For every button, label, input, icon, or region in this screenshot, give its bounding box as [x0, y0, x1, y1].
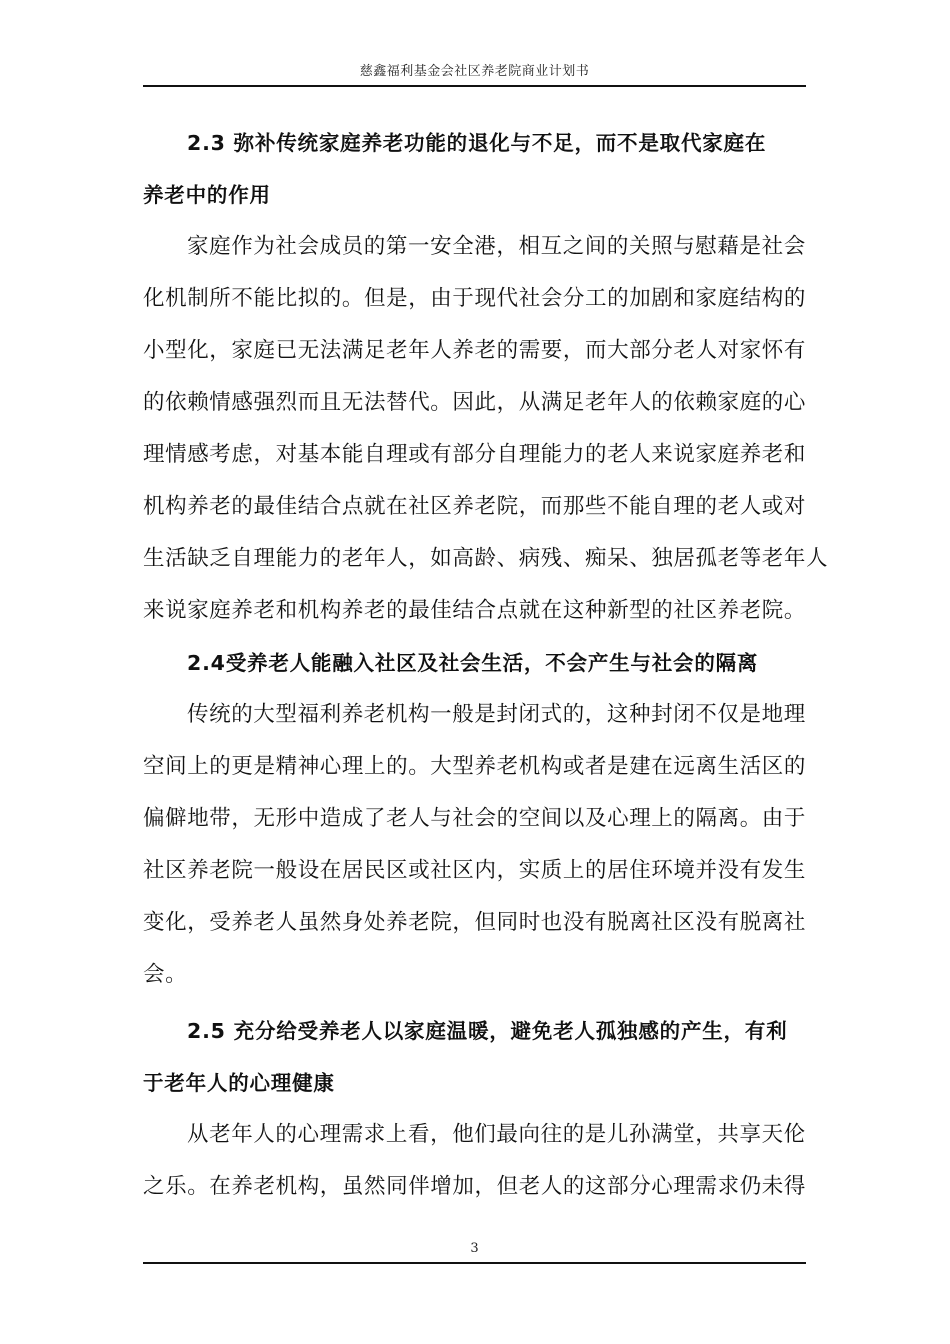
paragraph-line: 家庭作为社会成员的第一安全港，相互之间的关照与慰藉是社会: [187, 234, 806, 259]
paragraph-2-5: [143, 1116, 806, 1220]
page-number: 3: [470, 1241, 479, 1256]
footer-divider: [143, 1262, 806, 1264]
paragraph-line: 化机制所不能比拟的。但是，由于现代社会分工的加剧和家庭结构的: [143, 286, 807, 311]
paragraph-2-3: [143, 228, 829, 644]
paragraph-line: 来说家庭养老和机构养老的最佳结合点就在这种新型的社区养老院。: [143, 598, 807, 623]
heading-line: 于老年人的心理健康: [143, 1071, 335, 1095]
paragraph-line: 社区养老院一般设在居民区或社区内，实质上的居住环境并没有发生: [143, 858, 807, 883]
paragraph-line: 变化，受养老人虽然身处养老院，但同时也没有脱离社区没有脱离社: [143, 910, 807, 935]
paragraph-line: 空间上的更是精神心理上的。大型养老机构或者是建在远离生活区的: [143, 754, 807, 779]
paragraph-line: 小型化，家庭已无法满足老年人养老的需要，而大部分老人对家怀有: [143, 338, 807, 363]
paragraph-line: 从老年人的心理需求上看，他们最向往的是儿孙满堂，共享天伦: [187, 1122, 806, 1147]
paragraph-line: 偏僻地带，无形中造成了老人与社会的空间以及心理上的隔离。由于: [143, 806, 807, 831]
heading-line: 2.3 弥补传统家庭养老功能的退化与不足，而不是取代家庭在: [187, 131, 767, 155]
paragraph-2-4: [143, 696, 806, 1008]
heading-line: 2.5 充分给受养老人以家庭温暖，避免老人孤独感的产生，有利: [187, 1019, 788, 1043]
page-content: [143, 124, 829, 1220]
header-divider: [143, 85, 806, 87]
section-heading-2-3: [143, 124, 806, 228]
heading-line: 养老中的作用: [143, 183, 271, 207]
paragraph-line: 理情感考虑，对基本能自理或有部分自理能力的老人来说家庭养老和: [143, 442, 807, 467]
heading-line: 2.4受养老人能融入社区及社会生活，不会产生与社会的隔离: [187, 651, 759, 675]
paragraph-line: 机构养老的最佳结合点就在社区养老院，而那些不能自理的老人或对: [143, 494, 807, 519]
section-heading-2-5: [143, 1012, 806, 1116]
running-header-title: 慈鑫福利基金会社区养老院商业计划书: [359, 64, 590, 79]
paragraph-line: 的依赖情感强烈而且无法替代。因此，从满足老年人的依赖家庭的心: [143, 390, 807, 415]
section-heading-2-4: [143, 644, 806, 696]
paragraph-line: 会。: [143, 962, 188, 987]
paragraph-line: 传统的大型福利养老机构一般是封闭式的，这种封闭不仅是地理: [187, 702, 806, 727]
paragraph-line: 之乐。在养老机构，虽然同伴增加，但老人的这部分心理需求仍未得: [143, 1174, 807, 1199]
paragraph-line: 生活缺乏自理能力的老年人，如高龄、病残、痴呆、独居孤老等老年人: [143, 546, 829, 571]
